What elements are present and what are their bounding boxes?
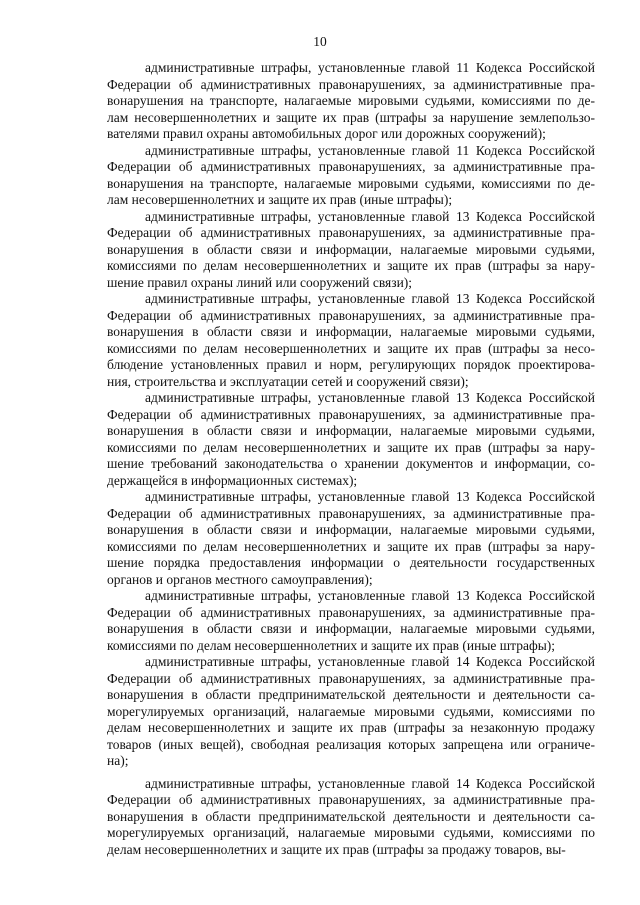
paragraph-line: лам несовершеннолетних и защите их прав (иные штрафы); (107, 192, 453, 207)
paragraph-line: административные штрафы, установленные главой 14 Кодекса Российской (145, 654, 595, 669)
paragraph-line: вонарушения в области предпринимательской деятельности и деятельности са- (107, 808, 595, 824)
paragraph-line: товаров (иных вещей), свободная реализация которых запрещена или ограниче- (107, 736, 595, 752)
paragraph-line: морегулируемых организаций, налагаемые мировыми судьями, комиссиями по (107, 825, 595, 840)
paragraph-line: вонарушения в области связи и информации, налагаемые мировыми судьями, (107, 522, 595, 537)
paragraph-line: Федерации об административных правонарушениях, за административные пра- (107, 604, 595, 620)
paragraph-line: комиссиями по делам несовершеннолетних и защите их прав (штрафы за нару- (107, 538, 595, 554)
paragraph (107, 588, 595, 654)
paragraph-line: шение правил охраны линий или сооружений связи); (107, 274, 413, 290)
paragraph-line: лам несовершеннолетних и защите их прав (штрафы за нарушение землепользо- (107, 109, 595, 125)
paragraph-line: держащейся в информационных системах); (107, 472, 358, 488)
paragraph-line: административные штрафы, установленные главой 13 Кодекса Российской (145, 390, 595, 405)
paragraph-line: вонарушения на транспорте, налагаемые мировыми судьями, комиссиями по де- (107, 93, 595, 108)
paragraph-line: Федерации об административных правонарушениях, за административные пра- (107, 505, 595, 521)
paragraph (107, 60, 595, 143)
paragraph-line: административные штрафы, установленные главой 13 Кодекса Российской (145, 291, 595, 306)
paragraph-line: шение порядка предоставления информации о деятельности государственных (107, 555, 595, 570)
page-number: 10 (313, 34, 327, 49)
paragraph-line: делам несовершеннолетних и защите их прав (штрафы за продажу товаров, вы- (107, 841, 566, 857)
paragraph-line: вонарушения в области предпринимательской деятельности и деятельности са- (107, 687, 595, 702)
paragraph-line: вонарушения на транспорте, налагаемые мировыми судьями, комиссиями по де- (107, 175, 595, 191)
paragraph-line: Федерации об административных правонарушениях, за административные пра- (107, 670, 595, 686)
paragraph (107, 291, 595, 390)
paragraph-line: морегулируемых организаций, налагаемые мировыми судьями, комиссиями по (107, 703, 595, 719)
paragraph-line: блюдение установленных правил и норм, регулирующих порядок проектирова- (107, 357, 595, 372)
paragraph (107, 143, 595, 209)
paragraph (107, 390, 595, 489)
paragraph-line: вателями правил охраны автомобильных дорог или дорожных сооружений); (107, 126, 546, 141)
paragraph-line: комиссиями по делам несовершеннолетних и защите их прав (иные штрафы); (107, 637, 556, 653)
paragraph-line: Федерации об административных правонарушениях, за административные пра- (107, 76, 595, 92)
document-body (107, 60, 595, 858)
paragraph-line: административные штрафы, установленные главой 14 Кодекса Российской (145, 775, 595, 791)
paragraph-line: административные штрафы, установленные главой 11 Кодекса Российской (145, 142, 595, 158)
paragraph-line: вонарушения в области связи и информации, налагаемые мировыми судьями, (107, 241, 595, 257)
paragraph-line: комиссиями по делам несовершеннолетних и защите их прав (штрафы за нару- (107, 258, 595, 273)
paragraph-line: административные штрафы, установленные главой 13 Кодекса Российской (145, 208, 595, 224)
paragraph-line: комиссиями по делам несовершеннолетних и защите их прав (штрафы за нару- (107, 439, 595, 455)
paragraph-line: Федерации об административных правонарушениях, за административные пра- (107, 159, 595, 174)
paragraph-line: административные штрафы, установленные главой 11 Кодекса Российской (145, 60, 595, 75)
paragraph-line: Федерации об административных правонарушениях, за административные пра- (107, 307, 595, 323)
paragraph-line: органов и органов местного самоуправления); (107, 571, 373, 587)
paragraph-line: вонарушения в области связи и информации, налагаемые мировыми судьями, (107, 621, 595, 636)
paragraph-line: Федерации об административных правонарушениях, за административные пра- (107, 406, 595, 422)
paragraph (107, 489, 595, 588)
paragraph-line: Федерации об административных правонарушениях, за административные пра- (107, 225, 595, 240)
paragraph-line: делам несовершеннолетних и защите их прав (штрафы за незаконную продажу (107, 720, 595, 735)
paragraph (107, 654, 595, 770)
paragraph-line: вонарушения в области связи и информации, налагаемые мировыми судьями, (107, 423, 595, 438)
paragraph-line: вонарушения в области связи и информации, налагаемые мировыми судьями, (107, 324, 595, 339)
paragraph-line: административные штрафы, установленные главой 13 Кодекса Российской (145, 588, 595, 603)
paragraph-line: на); (107, 753, 129, 768)
paragraph-line: Федерации об административных правонарушениях, за административные пра- (107, 792, 595, 807)
paragraph-line: шение требований законодательства о хранении документов и информации, со- (107, 456, 595, 471)
paragraph-line: ния, строительства и эксплуатации сетей и сооружений связи); (107, 373, 469, 389)
paragraph (107, 209, 595, 292)
paragraph-line: комиссиями по делам несовершеннолетних и защите их прав (штрафы за несо- (107, 340, 595, 356)
paragraph (107, 776, 595, 859)
paragraph-line: административные штрафы, установленные главой 13 Кодекса Российской (145, 489, 595, 504)
